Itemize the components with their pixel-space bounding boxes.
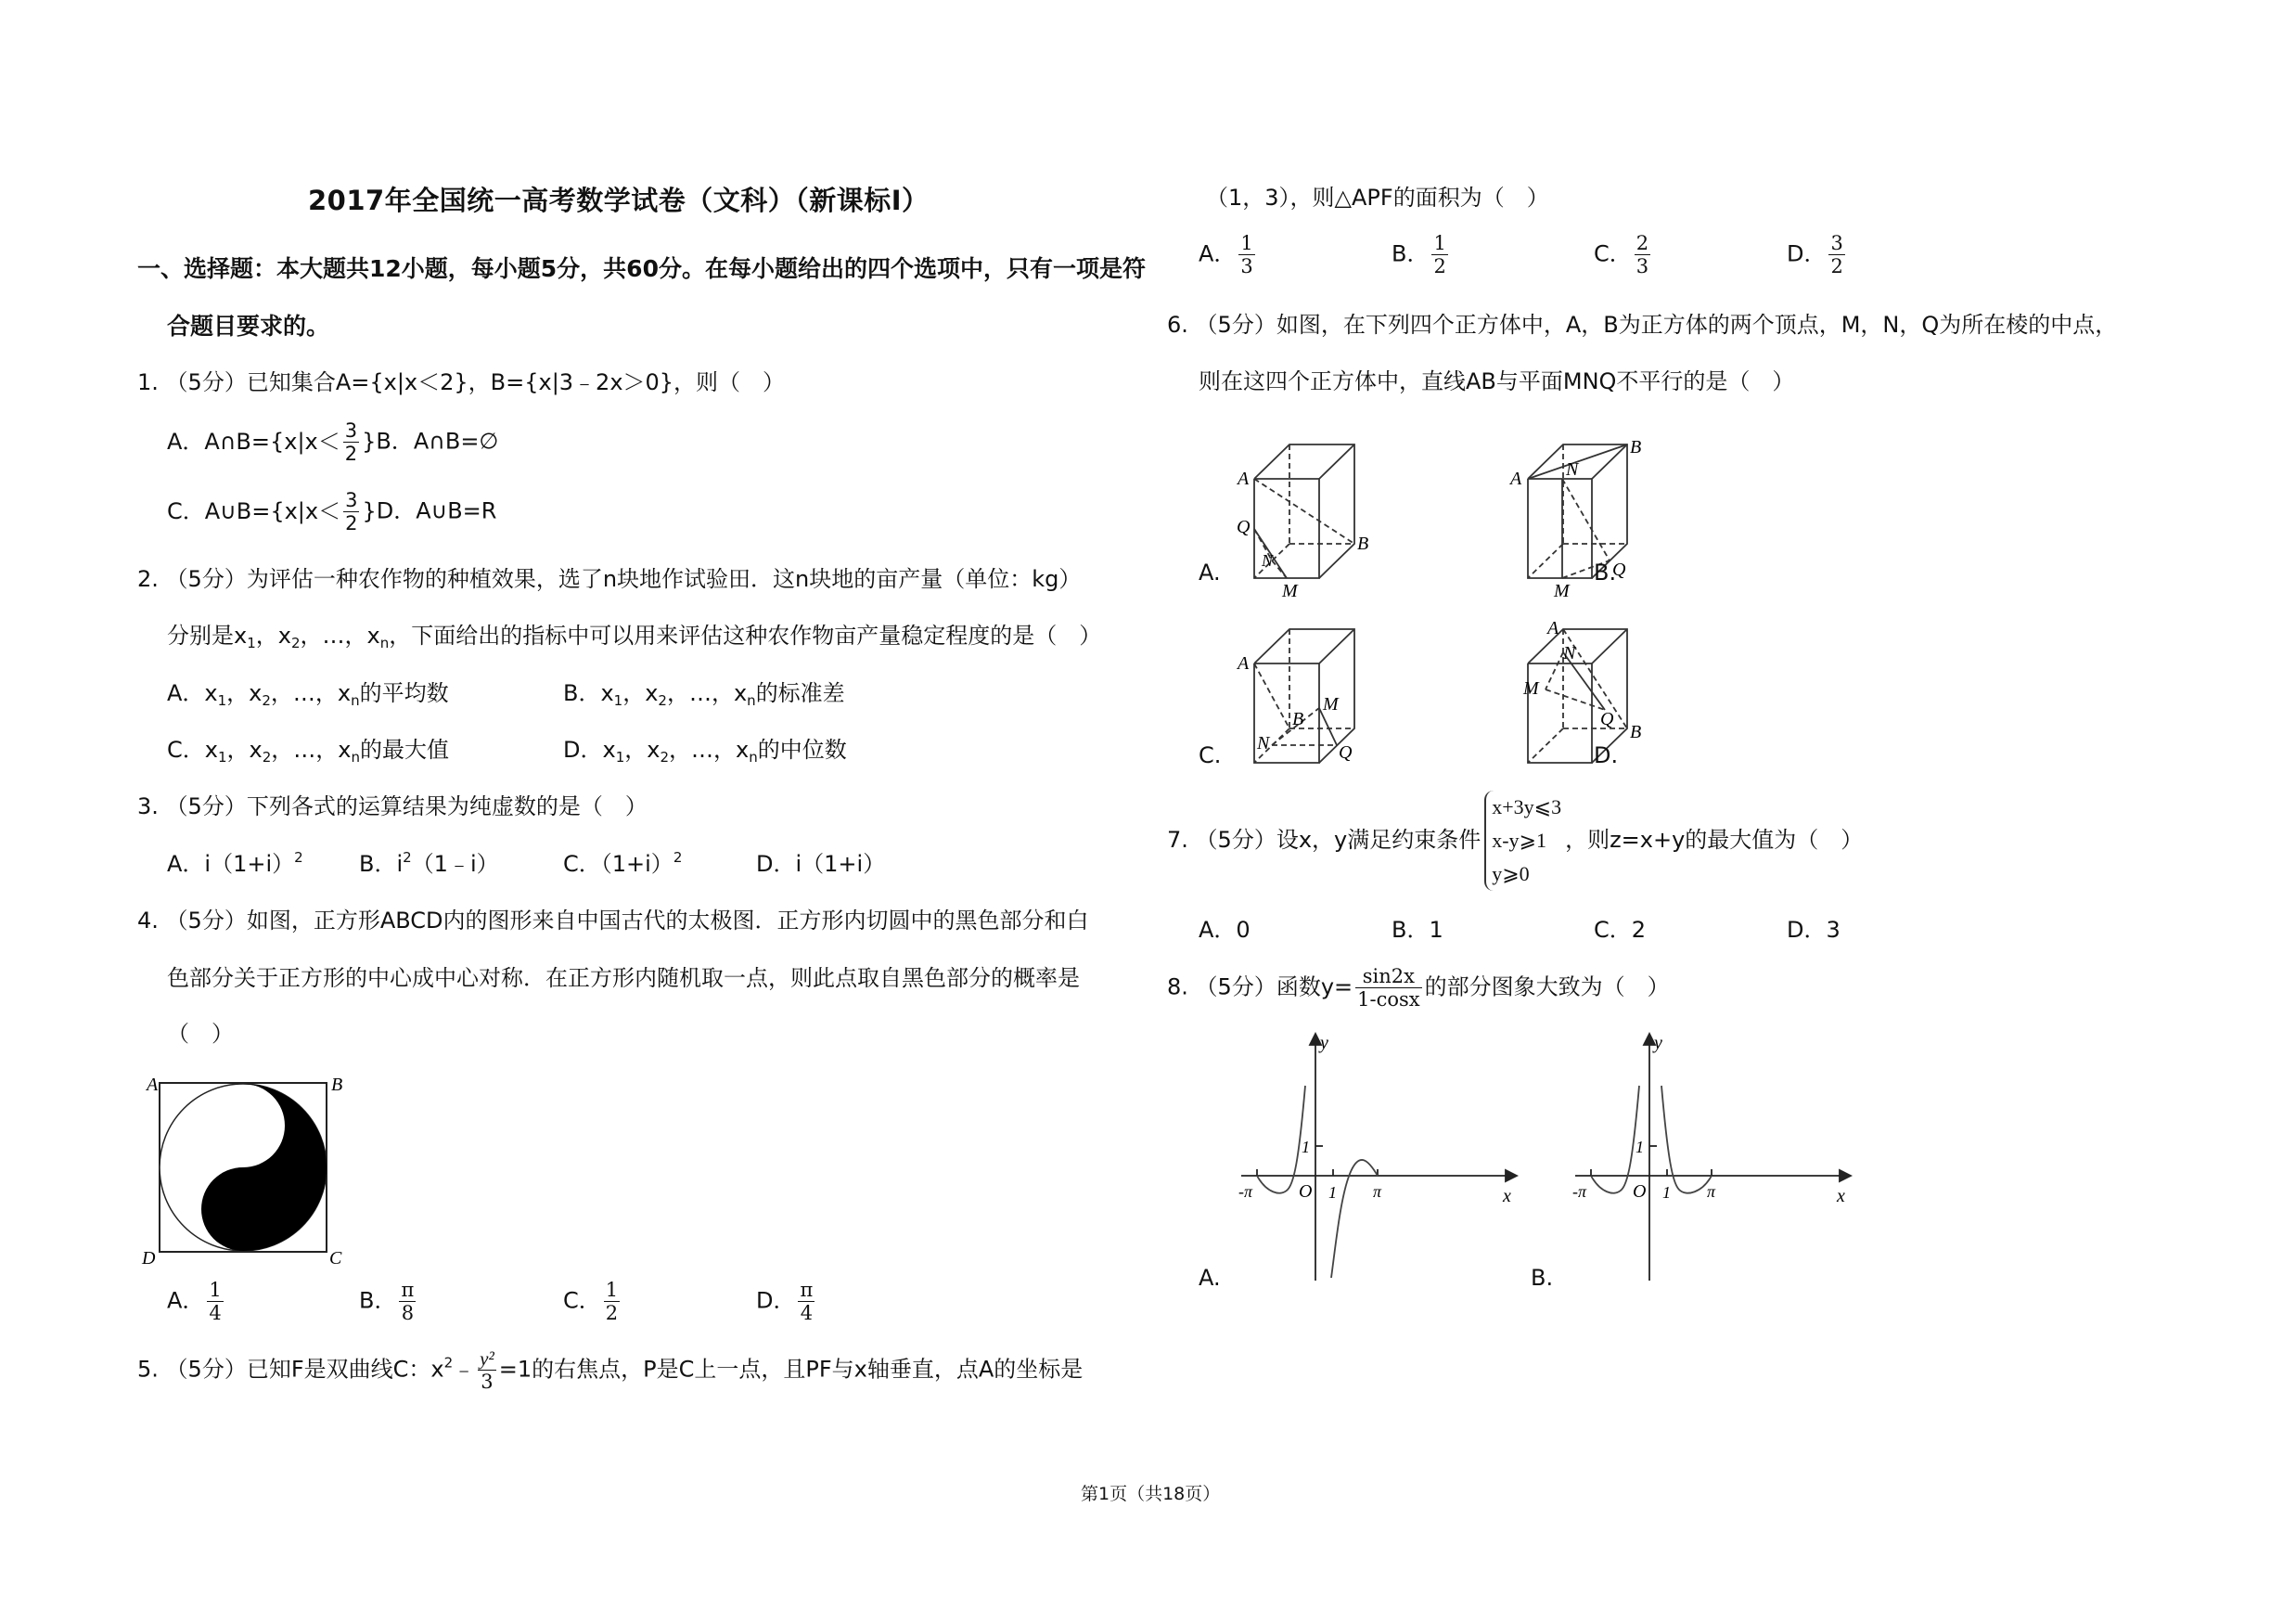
option-d[interactable]: D．A∪B=R (376, 497, 497, 524)
cube-figure-a (1206, 418, 1447, 601)
svg-text:B: B (1357, 534, 1369, 554)
question-stem-line2: 色部分关于正方形的中心成中心对称．在正方形内随机取一点，则此点取自黑色部分的概率是 (167, 965, 1080, 991)
option-b[interactable]: B． $\frac{1}{2}$ (1392, 232, 1446, 277)
question-stem: （5分）如图，正方形ABCD内的图形来自中国古代的太极图．正方形内切圆中的黑色部分和白 (165, 908, 1089, 934)
taiji-figure (139, 1072, 353, 1267)
svg-text:y: y (1654, 1033, 1662, 1053)
svg-text:Q: Q (1339, 742, 1353, 763)
question-number: 6. (1167, 312, 1188, 338)
svg-text:Q: Q (1612, 560, 1626, 580)
svg-text:A: A (1510, 469, 1522, 489)
cube-figure-b (1456, 418, 1698, 601)
option-c[interactable]: C． $\frac{1}{2}$ (563, 1279, 619, 1324)
fraction: $\frac{\sin 2x}{1-\cos x}$ (1357, 965, 1420, 1011)
question-number: 7. (1167, 827, 1188, 853)
svg-text:Q: Q (1237, 517, 1251, 537)
question-stem-line2: 则在这四个正方体中，直线AB与平面MNQ不平行的是（ ） (1199, 368, 1795, 394)
svg-text:M: M (1523, 678, 1539, 699)
question-number: 3. (137, 793, 159, 819)
svg-text:N: N (1257, 733, 1270, 754)
svg-text:D: D (142, 1248, 156, 1269)
question-stem: （5分）已知集合A={x|x＜2}，B={x|3﹣2x＞0}，则（ ） (165, 369, 786, 395)
svg-text:1: 1 (1662, 1183, 1671, 1202)
option-d[interactable]: D．$x_1$，$x_2$，…，$x_n$的中位数 (563, 737, 847, 766)
svg-text:O: O (1633, 1181, 1647, 1202)
option-a[interactable]: A． $\frac{1}{3}$ (1199, 232, 1253, 277)
question-number: 1. (137, 369, 159, 395)
svg-text:-π: -π (1572, 1182, 1587, 1201)
question-stem-line3: （ ） (167, 1021, 234, 1047)
option-d[interactable]: D．3 (1787, 917, 1841, 943)
fraction: $\frac{\text{y²}}{3}$ (480, 1347, 494, 1393)
page-title: 2017年全国统一高考数学试卷（文科）（新课标Ⅰ） (308, 185, 930, 216)
section-header-line1: 一、选择题：本大题共12小题，每小题5分，共60分。在每小题给出的四个选项中，只有一项是符 (137, 255, 1146, 282)
svg-text:B: B (331, 1075, 343, 1095)
option-row-cd (167, 489, 496, 535)
svg-text:N: N (1566, 459, 1579, 480)
option-b[interactable]: B． $\frac{\pi}{8}$ (359, 1279, 415, 1324)
svg-text:π: π (1707, 1182, 1716, 1201)
svg-text:M: M (1323, 694, 1339, 715)
svg-text:B: B (1630, 437, 1642, 457)
option-a[interactable]: A. (1199, 1265, 1221, 1291)
option-c[interactable]: C．$(1+i)^2$ (563, 849, 683, 877)
option-d[interactable]: D. (1594, 742, 1619, 768)
svg-text:A: A (1547, 618, 1559, 638)
option-c[interactable]: C. (1199, 742, 1222, 768)
option-b[interactable]: B．1 (1392, 917, 1443, 943)
option-c[interactable]: C．A∪B={x|x＜ $\frac{3}{2}$ } (167, 489, 377, 535)
question-number: 4. (137, 908, 159, 934)
option-c[interactable]: C．2 (1594, 917, 1647, 943)
graph-b (1568, 1030, 1865, 1281)
svg-text:π: π (1373, 1182, 1382, 1201)
question-number: 8. (1167, 973, 1188, 1000)
svg-text:O: O (1299, 1181, 1313, 1202)
option-b[interactable]: B．$x_1$，$x_2$，…，$x_n$的标准差 (563, 680, 845, 709)
option-c[interactable]: C． $\frac{2}{3}$ (1594, 232, 1649, 277)
svg-text:M: M (1282, 581, 1298, 601)
svg-text:C: C (329, 1248, 342, 1269)
svg-text:N: N (1262, 551, 1274, 570)
svg-text:B: B (1630, 722, 1642, 742)
option-d[interactable]: D．i（1+i） (756, 851, 886, 877)
option-a[interactable]: A. (1199, 560, 1221, 586)
svg-text:B: B (1292, 709, 1304, 729)
svg-text:x: x (1837, 1186, 1845, 1206)
svg-text:x: x (1503, 1186, 1511, 1206)
option-b[interactable]: B．A∩B=∅ (376, 428, 499, 455)
svg-text:A: A (1238, 469, 1250, 489)
svg-text:A: A (1238, 653, 1250, 674)
option-a[interactable]: A．$i(1+i)^2$ (167, 849, 303, 877)
graph-a (1234, 1030, 1531, 1281)
option-b[interactable]: B．$i^2(1﹣i)$ (359, 849, 499, 877)
option-a[interactable]: A．$x_1$，$x_2$，…，$x_n$的平均数 (167, 680, 449, 709)
question-stem: （5分）为评估一种农作物的种植效果，选了n块地作试验田．这n块地的亩产量（单位：kg） (165, 566, 1082, 592)
svg-text:y: y (1320, 1033, 1328, 1053)
option-a[interactable]: A．A∩B={x|x＜ $\frac{3}{2}$ } (167, 419, 377, 465)
question-stem: （5分）下列各式的运算结果为纯虚数的是（ ） (165, 793, 648, 819)
constraint-system: x+3y⩽3 x-y⩾1 y⩾0 (1484, 791, 1561, 891)
section-header-line2: 合题目要求的。 (167, 313, 330, 340)
svg-text:1: 1 (1328, 1183, 1337, 1202)
svg-text:Q: Q (1600, 709, 1614, 729)
question-stem-continued: （1，3），则△APF的面积为（ ） (1206, 185, 1549, 211)
option-b[interactable]: B. (1594, 560, 1617, 586)
svg-text:A: A (147, 1075, 159, 1095)
question-stem-line2: 分别是$x_1$，$x_2$，…，$x_n$，下面给出的指标中可以用来评估这种农作物亩产量稳定程度的是（ ） (167, 623, 1102, 651)
svg-text:M: M (1554, 581, 1570, 601)
fraction: $\frac{3}{2}$ (345, 489, 358, 535)
option-d[interactable]: D． $\frac{3}{2}$ (1787, 232, 1843, 277)
fraction: $\frac{3}{2}$ (344, 419, 358, 465)
svg-text:1: 1 (1635, 1138, 1644, 1156)
question-stem: （5分）如图，在下列四个正方体中，A，B为正方体的两个顶点，M，N，Q为所在棱的中点， (1195, 312, 2118, 338)
option-b[interactable]: B. (1531, 1265, 1554, 1291)
svg-text:-π: -π (1238, 1182, 1253, 1201)
question-number: 2. (137, 566, 159, 592)
option-a[interactable]: A．0 (1199, 917, 1251, 943)
option-row-ab (167, 419, 498, 465)
cube-figure-d (1456, 617, 1698, 775)
svg-text:N: N (1563, 643, 1576, 663)
option-d[interactable]: D． $\frac{\pi}{4}$ (756, 1279, 814, 1324)
option-c[interactable]: C．$x_1$，$x_2$，…，$x_n$的最大值 (167, 737, 449, 766)
svg-text:1: 1 (1302, 1138, 1310, 1156)
page-footer: 第1页（共18页） (1081, 1484, 1221, 1504)
cube-figure-c (1206, 617, 1447, 775)
option-a[interactable]: A． $\frac{1}{4}$ (167, 1279, 222, 1324)
question-number: 5. (137, 1356, 159, 1383)
